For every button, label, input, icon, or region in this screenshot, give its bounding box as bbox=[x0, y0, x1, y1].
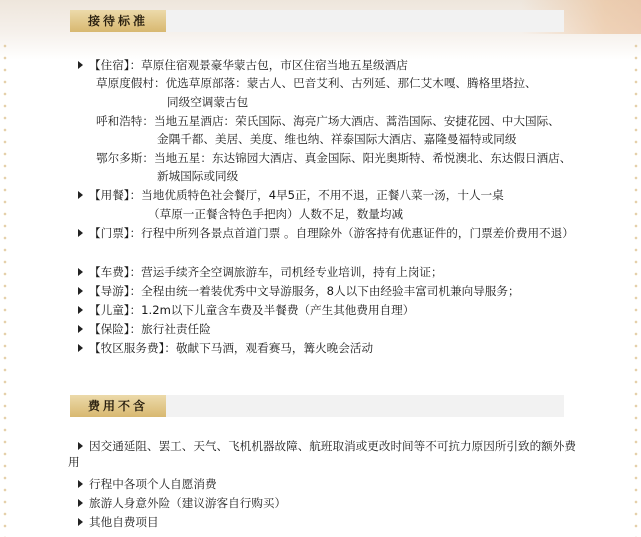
guide-item bbox=[78, 283, 520, 299]
excluded-item-text: 行程中各项个人自愿消费 bbox=[89, 477, 217, 491]
excluded-item-text: 旅游人身意外险（建议游客自行购买） bbox=[89, 496, 287, 510]
lodging-tag: 【住宿】 bbox=[89, 58, 130, 72]
lodging-grassland-text: 优选草原部落：蒙古人、巴音艾利、古列延、那仁艾木嘎、腾格里塔拉、 bbox=[165, 76, 537, 90]
lodging-hohhot-text: 当地五星酒店：荣氏国际、海亮广场大酒店、蒿浩国际、安捷花园、中大国际、 bbox=[153, 114, 560, 128]
bullet-arrow-icon bbox=[78, 191, 83, 199]
included-heading: 接待标准 bbox=[70, 10, 166, 32]
lodging-hohhot-label: 呼和浩特： bbox=[96, 114, 154, 128]
excluded-item-0 bbox=[68, 438, 580, 470]
insurance-item bbox=[78, 321, 211, 337]
pasture-tag: 【牧区服务费】 bbox=[89, 341, 165, 355]
right-border-decoration bbox=[634, 40, 638, 537]
excluded-item-text: 因交通延阻、罢工、天气、飞机机器故障、航班取消或更改时间等不可抗力原因所引致的额外费用 bbox=[68, 439, 576, 469]
meals-item bbox=[78, 187, 504, 203]
pasture-item bbox=[78, 340, 373, 356]
meals-text: ：当地优质特色社会餐厅，4早5正，不用不退，正餐八菜一汤，十人一桌 bbox=[129, 188, 504, 202]
guide-tag: 【导游】 bbox=[89, 284, 130, 298]
lodging-grassland bbox=[96, 75, 537, 91]
lodging-text: ：草原住宿观景豪华蒙古包，市区住宿当地五星级酒店 bbox=[129, 58, 408, 72]
lodging-grassland-cont: 同级空调蒙古包 bbox=[167, 95, 249, 109]
children-text: ：1.2m以下儿童含车费及半餐费（产生其他费用自理） bbox=[129, 303, 415, 317]
left-border-decoration bbox=[3, 40, 7, 537]
lodging-ordos-text: 当地五星：东达锦园大酒店、真金国际、阳光奥斯特、希悦澳北、东达假日酒店、 bbox=[153, 151, 572, 165]
lodging-hohhot-cont: 金隅千都、美居、美度、维也纳、祥泰国际大酒店、嘉隆曼福特或同级 bbox=[157, 132, 517, 146]
included-section-bar bbox=[70, 10, 564, 32]
bullet-arrow-icon bbox=[78, 518, 83, 526]
excluded-item-text: 其他自费项目 bbox=[89, 515, 159, 529]
transport-item bbox=[78, 264, 443, 280]
lodging-grassland-label: 草原度假村： bbox=[96, 76, 166, 90]
bullet-arrow-icon bbox=[78, 229, 83, 237]
guide-text: ：全程由统一着装优秀中文导游服务，8人以下由经验丰富司机兼向导服务； bbox=[129, 284, 520, 298]
children-item bbox=[78, 302, 414, 318]
transport-text: ：营运手续齐全空调旅游车，司机经专业培训，持有上岗证； bbox=[129, 265, 443, 279]
lodging-ordos-cont: 新城国际或同级 bbox=[157, 169, 239, 183]
excluded-item-3 bbox=[78, 514, 159, 530]
pasture-text: ：敬献下马酒，观看赛马，篝火晚会活动 bbox=[164, 341, 374, 355]
insurance-tag: 【保险】 bbox=[89, 322, 130, 336]
lodging-ordos-label: 鄂尔多斯： bbox=[96, 151, 154, 165]
insurance-text: ：旅行社责任险 bbox=[129, 322, 211, 336]
bullet-arrow-icon bbox=[78, 306, 83, 314]
tickets-item bbox=[68, 225, 580, 241]
meals-cont: （草原一正餐含特色手把肉）人数不足，数量均减 bbox=[148, 207, 404, 221]
tickets-text: ：行程中所列各景点首道门票 。自理除外（游客持有优惠证件的，门票差价费用不退） bbox=[129, 226, 574, 240]
bullet-arrow-icon bbox=[78, 268, 83, 276]
bullet-arrow-icon bbox=[78, 442, 83, 450]
excluded-item-1 bbox=[78, 476, 217, 492]
bullet-arrow-icon bbox=[78, 287, 83, 295]
bullet-arrow-icon bbox=[78, 325, 83, 333]
excluded-item-2 bbox=[78, 495, 286, 511]
children-tag: 【儿童】 bbox=[89, 303, 130, 317]
lodging-ordos bbox=[96, 150, 571, 166]
bullet-arrow-icon bbox=[78, 344, 83, 352]
excluded-heading: 费用不含 bbox=[70, 395, 166, 417]
bullet-arrow-icon bbox=[78, 61, 83, 69]
tickets-tag: 【门票】 bbox=[89, 226, 130, 240]
excluded-section-bar bbox=[70, 395, 564, 417]
lodging-hohhot bbox=[96, 113, 560, 129]
bullet-arrow-icon bbox=[78, 499, 83, 507]
bullet-arrow-icon bbox=[78, 480, 83, 488]
meals-tag: 【用餐】 bbox=[89, 188, 130, 202]
lodging-item bbox=[78, 57, 408, 73]
transport-tag: 【车费】 bbox=[89, 265, 130, 279]
